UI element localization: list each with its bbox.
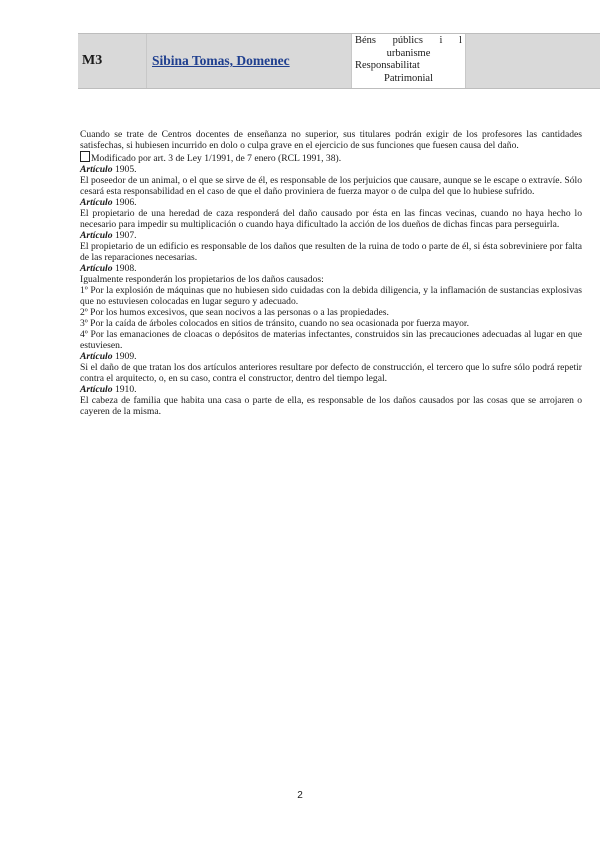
topic-word: l [459, 35, 462, 46]
amendment-note-text: Modificado por art. 3 de Ley 1/1991, de 7 enero (RCL 1991, 38). [91, 153, 342, 164]
article-heading [80, 263, 582, 274]
article-heading [80, 230, 582, 241]
article-label: Artículo [80, 263, 113, 274]
article-label: Artículo [80, 164, 113, 175]
document-header [78, 33, 600, 89]
article-paragraph: 4º Por las emanaciones de cloacas o depósitos de materias infectantes, construidos sin las precauciones adecuadas al lugar en que estuviesen. [80, 329, 582, 351]
article-heading [80, 384, 582, 395]
topic-line-3: Responsabilitat [355, 60, 420, 71]
page-number: 2 [297, 790, 303, 801]
document-body [80, 129, 582, 417]
author-link[interactable]: Sibina Tomas, Domenec [152, 53, 290, 68]
amendment-note [80, 151, 582, 164]
header-blank-cell [466, 34, 600, 88]
article-paragraph: El poseedor de un animal, o el que se sirve de él, es responsable de los perjuicios que causare, aunque se le escape o extravíe. Sólo cesará esta responsabilidad en el caso de que el daño proviniera de fuerza mayor o de culpa del que lo hubiese sufrido. [80, 175, 582, 197]
topic-cell [352, 34, 466, 88]
topic-line-2: urbanisme [386, 47, 431, 59]
article-heading [80, 351, 582, 362]
article-label: Artículo [80, 230, 113, 241]
article-paragraph: Igualmente responderán los propietarios de los daños causados: [80, 274, 324, 285]
article-paragraph: 3º Por la caída de árboles colocados en sitios de tránsito, cuando no sea ocasionada por fuerza mayor. [80, 318, 469, 329]
article-heading [80, 197, 582, 208]
topic-word: Béns [355, 35, 376, 46]
article-paragraph: El cabeza de familia que habita una casa o parte de ella, es responsable de los daños causados por las cosas que se arrojaren o cayeren de la misma. [80, 395, 582, 417]
article-number: 1907. [114, 230, 137, 241]
topic-word: públics [392, 35, 423, 46]
article-paragraph: Si el daño de que tratan los dos artículos anteriores resultare por defecto de construcción, el tercero que lo sufre sólo podrá repetir contra el arquitecto, o, en su caso, contra el constructor, dentro del tiempo legal. [80, 362, 582, 384]
author-cell [147, 34, 352, 88]
article-label: Artículo [80, 351, 113, 362]
topic-word: i [439, 35, 443, 46]
articles-list [80, 164, 582, 417]
article-paragraph: El propietario de un edificio es responsable de los daños que resulten de la ruina de todo o parte de él, si ésta sobreviniere por falta de las reparaciones necesarias. [80, 241, 582, 263]
article-label: Artículo [80, 384, 113, 395]
topic-line-1 [355, 35, 462, 48]
article-number: 1910. [114, 384, 137, 395]
section-code: M3 [78, 34, 147, 88]
article-number: 1905. [114, 164, 137, 175]
article-paragraph: El propietario de una heredad de caza responderá del daño causado por ésta en las fincas vecinas, cuando no haya hecho lo necesario para impedir su multiplicación o cuando haya dificultado la acción de los dueños de dichas fincas para perseguirla. [80, 208, 582, 230]
article-heading [80, 164, 582, 175]
article-paragraph: 1º Por la explosión de máquinas que no hubiesen sido cuidadas con la debida diligencia, y la inflamación de sustancias explosivas que no estuviesen colocadas en lugar seguro y adecuado. [80, 285, 582, 307]
topic-line-4: Patrimonial [384, 72, 433, 84]
article-number: 1906. [114, 197, 137, 208]
article-label: Artículo [80, 197, 113, 208]
article-number: 1908. [114, 263, 137, 274]
article-number: 1909. [114, 351, 137, 362]
note-checkbox-icon [80, 151, 90, 162]
intro-paragraph: Cuando se trate de Centros docentes de enseñanza no superior, sus titulares podrán exigir de los profesores las cantidades satisfechas, si hubiesen incurrido en dolo o culpa grave en el ejercicio de sus funciones que fuesen causa del daño. [80, 129, 582, 151]
article-paragraph: 2º Por los humos excesivos, que sean nocivos a las personas o a las propiedades. [80, 307, 389, 318]
